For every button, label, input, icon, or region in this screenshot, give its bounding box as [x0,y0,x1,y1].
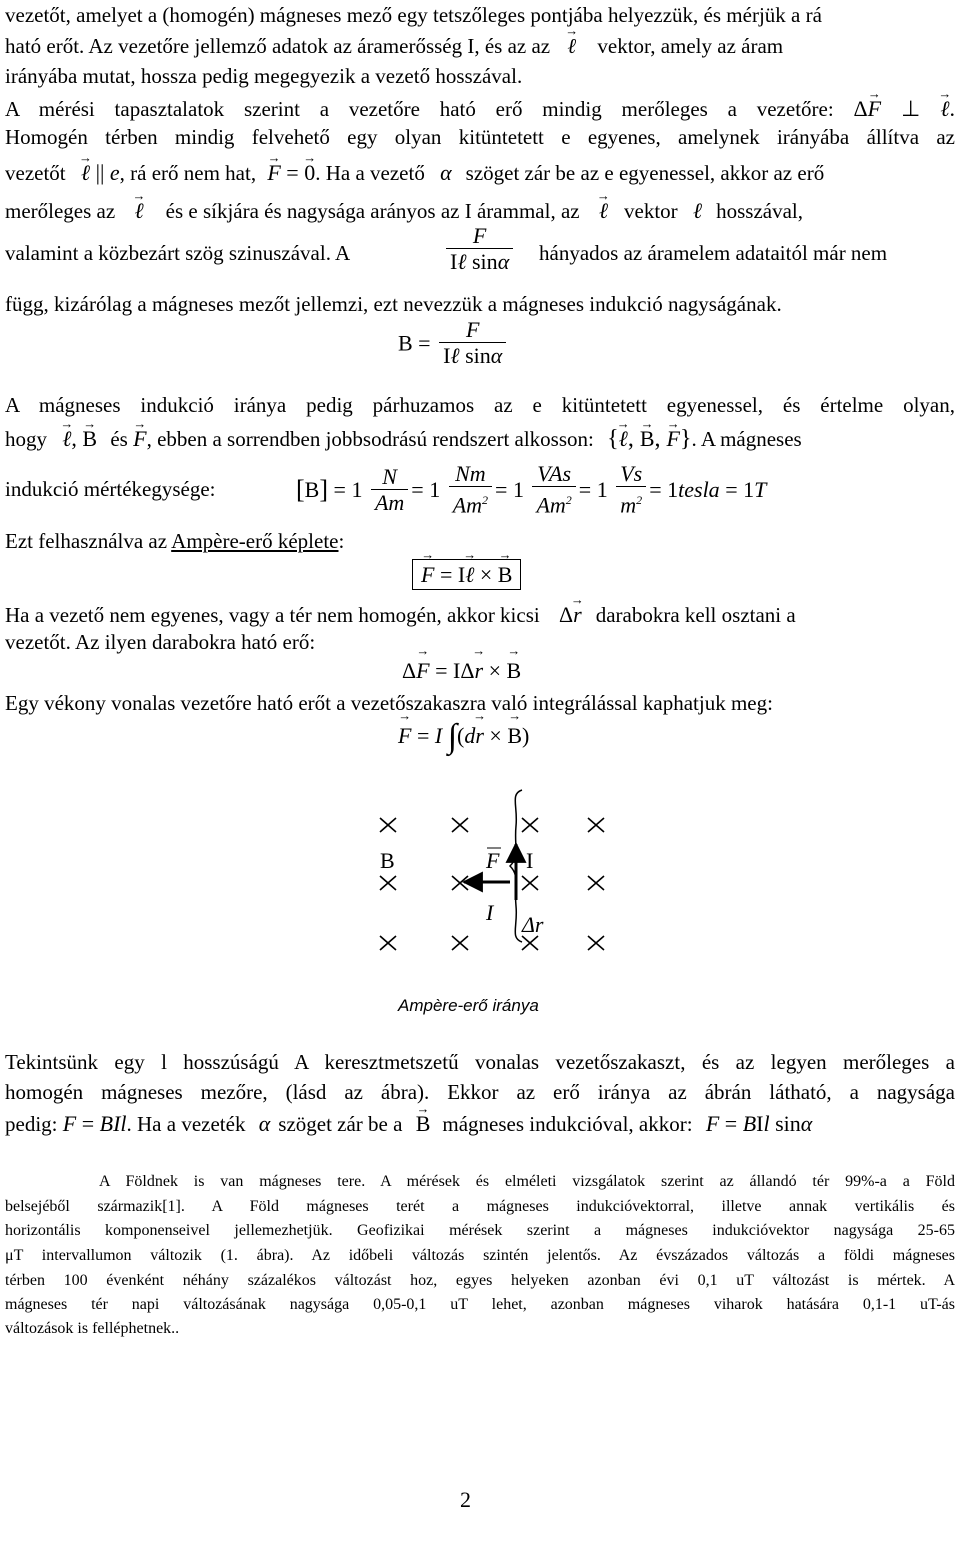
vector-l: → ℓ [599,198,608,224]
text-span: vektor, amely az áram [597,34,784,58]
small-text-line: μT intervallumon változik (1. ábra). Az időbeli változás szintén jelentős. Az évszázados változás a földi mágneses [5,1247,955,1264]
equation-zero-force: → F = → 0 [267,160,315,185]
text-line [5,602,955,628]
text-line: Egy vékony vonalas vezetőre ható erőt a vezetőszakaszra való integrálással kaphatjuk meg: [5,691,773,715]
equation-parallel: → ℓ || e [81,160,120,185]
vector-l: → ℓ [134,198,143,224]
text-span: mágneses indukcióval, akkor: [442,1112,693,1136]
text-span: hogy [5,427,47,451]
alpha-symbol: α [258,1111,271,1136]
equation-b-definition: B = $\frac{F}{\text{Iℓ sinα}}$ [398,318,509,369]
label-f: F [486,848,500,873]
text-span: darabokra kell osztani a [595,603,796,627]
page-number: 2 [460,1487,471,1512]
text-span: vektor [624,199,678,223]
text-span: és e síkjára és nagysága arányos az I árammal, az [165,199,580,223]
small-text-line: horizontális komponenseivel jellemezhetjük. Geofizikai mérések szerint a mágneses indukcióvektor nagysága 25-65 [5,1222,955,1239]
vector-list: → ℓ, → B [62,426,97,451]
text-span: hosszával, [716,199,803,223]
text-line: vezetőt, amelyet a (homogén) mágneses mező egy tetszőleges pontjába helyezzük, és mérjük a rá [5,3,822,27]
text-span: és [110,427,128,451]
text-span: . Ha a vezeték [126,1112,246,1136]
text-span: szöget zár be az e egyenessel, akkor az erő [465,161,825,185]
label-i: I [526,848,534,873]
text-line [5,223,955,282]
text-span: . A mágneses [691,427,802,451]
equation-element-force: Δ→ F = IΔ→ r × → B [402,658,521,684]
small-text-line: változások is felléphetnek.. [5,1320,180,1337]
text-span: szöget zár be a [278,1112,403,1136]
text-line: irányába mutat, hossza pedig megegyezik a vezető hosszával. [5,64,523,88]
label-b: B [380,848,395,873]
text-span: , ebben a sorrendben jobbsodrású rendszert alkosson: [146,427,594,451]
small-text-line: belsejéből származik[1]. A Föld mágneses terét a mágneses indukcióvektorral, illetve annak vertikális és [5,1198,955,1215]
small-text-line: térben 100 évenként néhány százalékos változást hoz, egyes helyeken azonban évi 0,1 uT változást is mértek. A [5,1272,955,1289]
text-line [5,33,783,59]
vector-triplet: {→ ℓ, → B, → F} [607,426,691,452]
text-span: pedig: [5,1112,58,1136]
vector-f: → F [133,426,146,451]
text-span: , rá erő nem hat, [119,161,257,185]
vector-b: → B [416,1111,431,1137]
equation-f-bil-sin: F = BIl sinα [705,1111,813,1136]
text-span: hányados az áramelem adataitól már nem [539,241,888,265]
text-line: Tekintsünk egy l hosszúságú A keresztmetszetű vonalas vezetőszakaszt, és az legyen merőleges a [5,1050,955,1074]
text-line [5,160,955,186]
text-line [5,198,955,224]
vector-l: → ℓ [567,33,576,59]
text-span: merőleges az [5,199,116,223]
label-delta-r: Δr [522,912,544,937]
text-span: Ha a vezető nem egyenes, vagy a tér nem homogén, akkor kicsi [5,603,540,627]
text-line: vezetőt. Az ilyen darabokra ható erő: [5,630,316,654]
ampere-force-figure [370,786,620,976]
text-line: Ezt felhasználva az Ampère-erő képlete: [5,529,345,553]
length-l: ℓ [692,198,703,223]
text-line: homogén mágneses mezőre, (lásd az ábra). Ekkor az erő iránya az ábrán látható, a nagysága [5,1080,955,1104]
equation-integral-force: → F = I ∫(d→ r × → B) [398,718,529,756]
fraction-f-over-il-sin: $\frac{F}{\text{Iℓ sinα}}$ [443,224,516,275]
text-line: A mágneses indukció iránya pedig párhuzamos az e kitüntetett egyenessel, és értelme olyan, [5,393,955,417]
figure-caption: Ampère-erő iránya [398,996,539,1015]
text-span: A mérési tapasztalatok szerint a vezetőre ható erő mindig merőleges a vezetőre: [5,97,834,121]
text-span: Ezt felhasználva az [5,529,168,553]
ampere-link-text: Ampère-erő képlete [171,529,339,553]
small-text-line: A Földnek is van mágneses tere. A mérések és elméleti vizsgálatok szerint az állandó tér 99%-a a Föld [99,1173,955,1190]
text-line [5,96,955,122]
equation-ampere-force: → F = I→ ℓ × → B [412,562,521,588]
text-span: . Ha a vezető [315,161,425,185]
text-line: Homogén térben mindig felvehető egy olyan kitüntetett e egyenes, amelynek irányába állítva az [5,125,955,149]
text-line: indukció mértékegysége: [5,477,216,501]
delta-r: Δ→ r [559,602,582,627]
text-span: valamint a közbezárt szög szinuszával. A [5,241,351,265]
text-span: vezetőt [5,161,66,185]
text-line: függ, kizárólag a mágneses mezőt jellemzi, ezt nevezzük a mágneses indukció nagyságának. [5,292,782,316]
text-line [5,426,955,452]
equation-tesla-unit: [B] = 1 $\frac{N}{Am}$ = 1 $\frac{Nm}{Am^2}$ = 1 $\frac{\text{VAs}}{Am^2}$ = 1 $\frac{Vs}{m^2}$ = 1tesla = 1T [296,461,767,518]
label-l: I [486,900,494,925]
field-cross-markers [380,818,604,950]
small-text-line: mágneses tér napi változásának nagysága 0,05-0,1 uT lehet, azonban mágneses viharok hatására 0,1-1 uT-ás [5,1296,955,1313]
text-line [5,1111,955,1137]
equation-f-bil: F = BIl [62,1111,127,1136]
alpha-symbol: α [440,160,452,185]
text-span: ható erőt. Az vezetőre jellemző adatok az áramerősség I, és az az [5,34,551,58]
equation-perpendicular: Δ→ F ⊥ → ℓ. [853,96,955,121]
